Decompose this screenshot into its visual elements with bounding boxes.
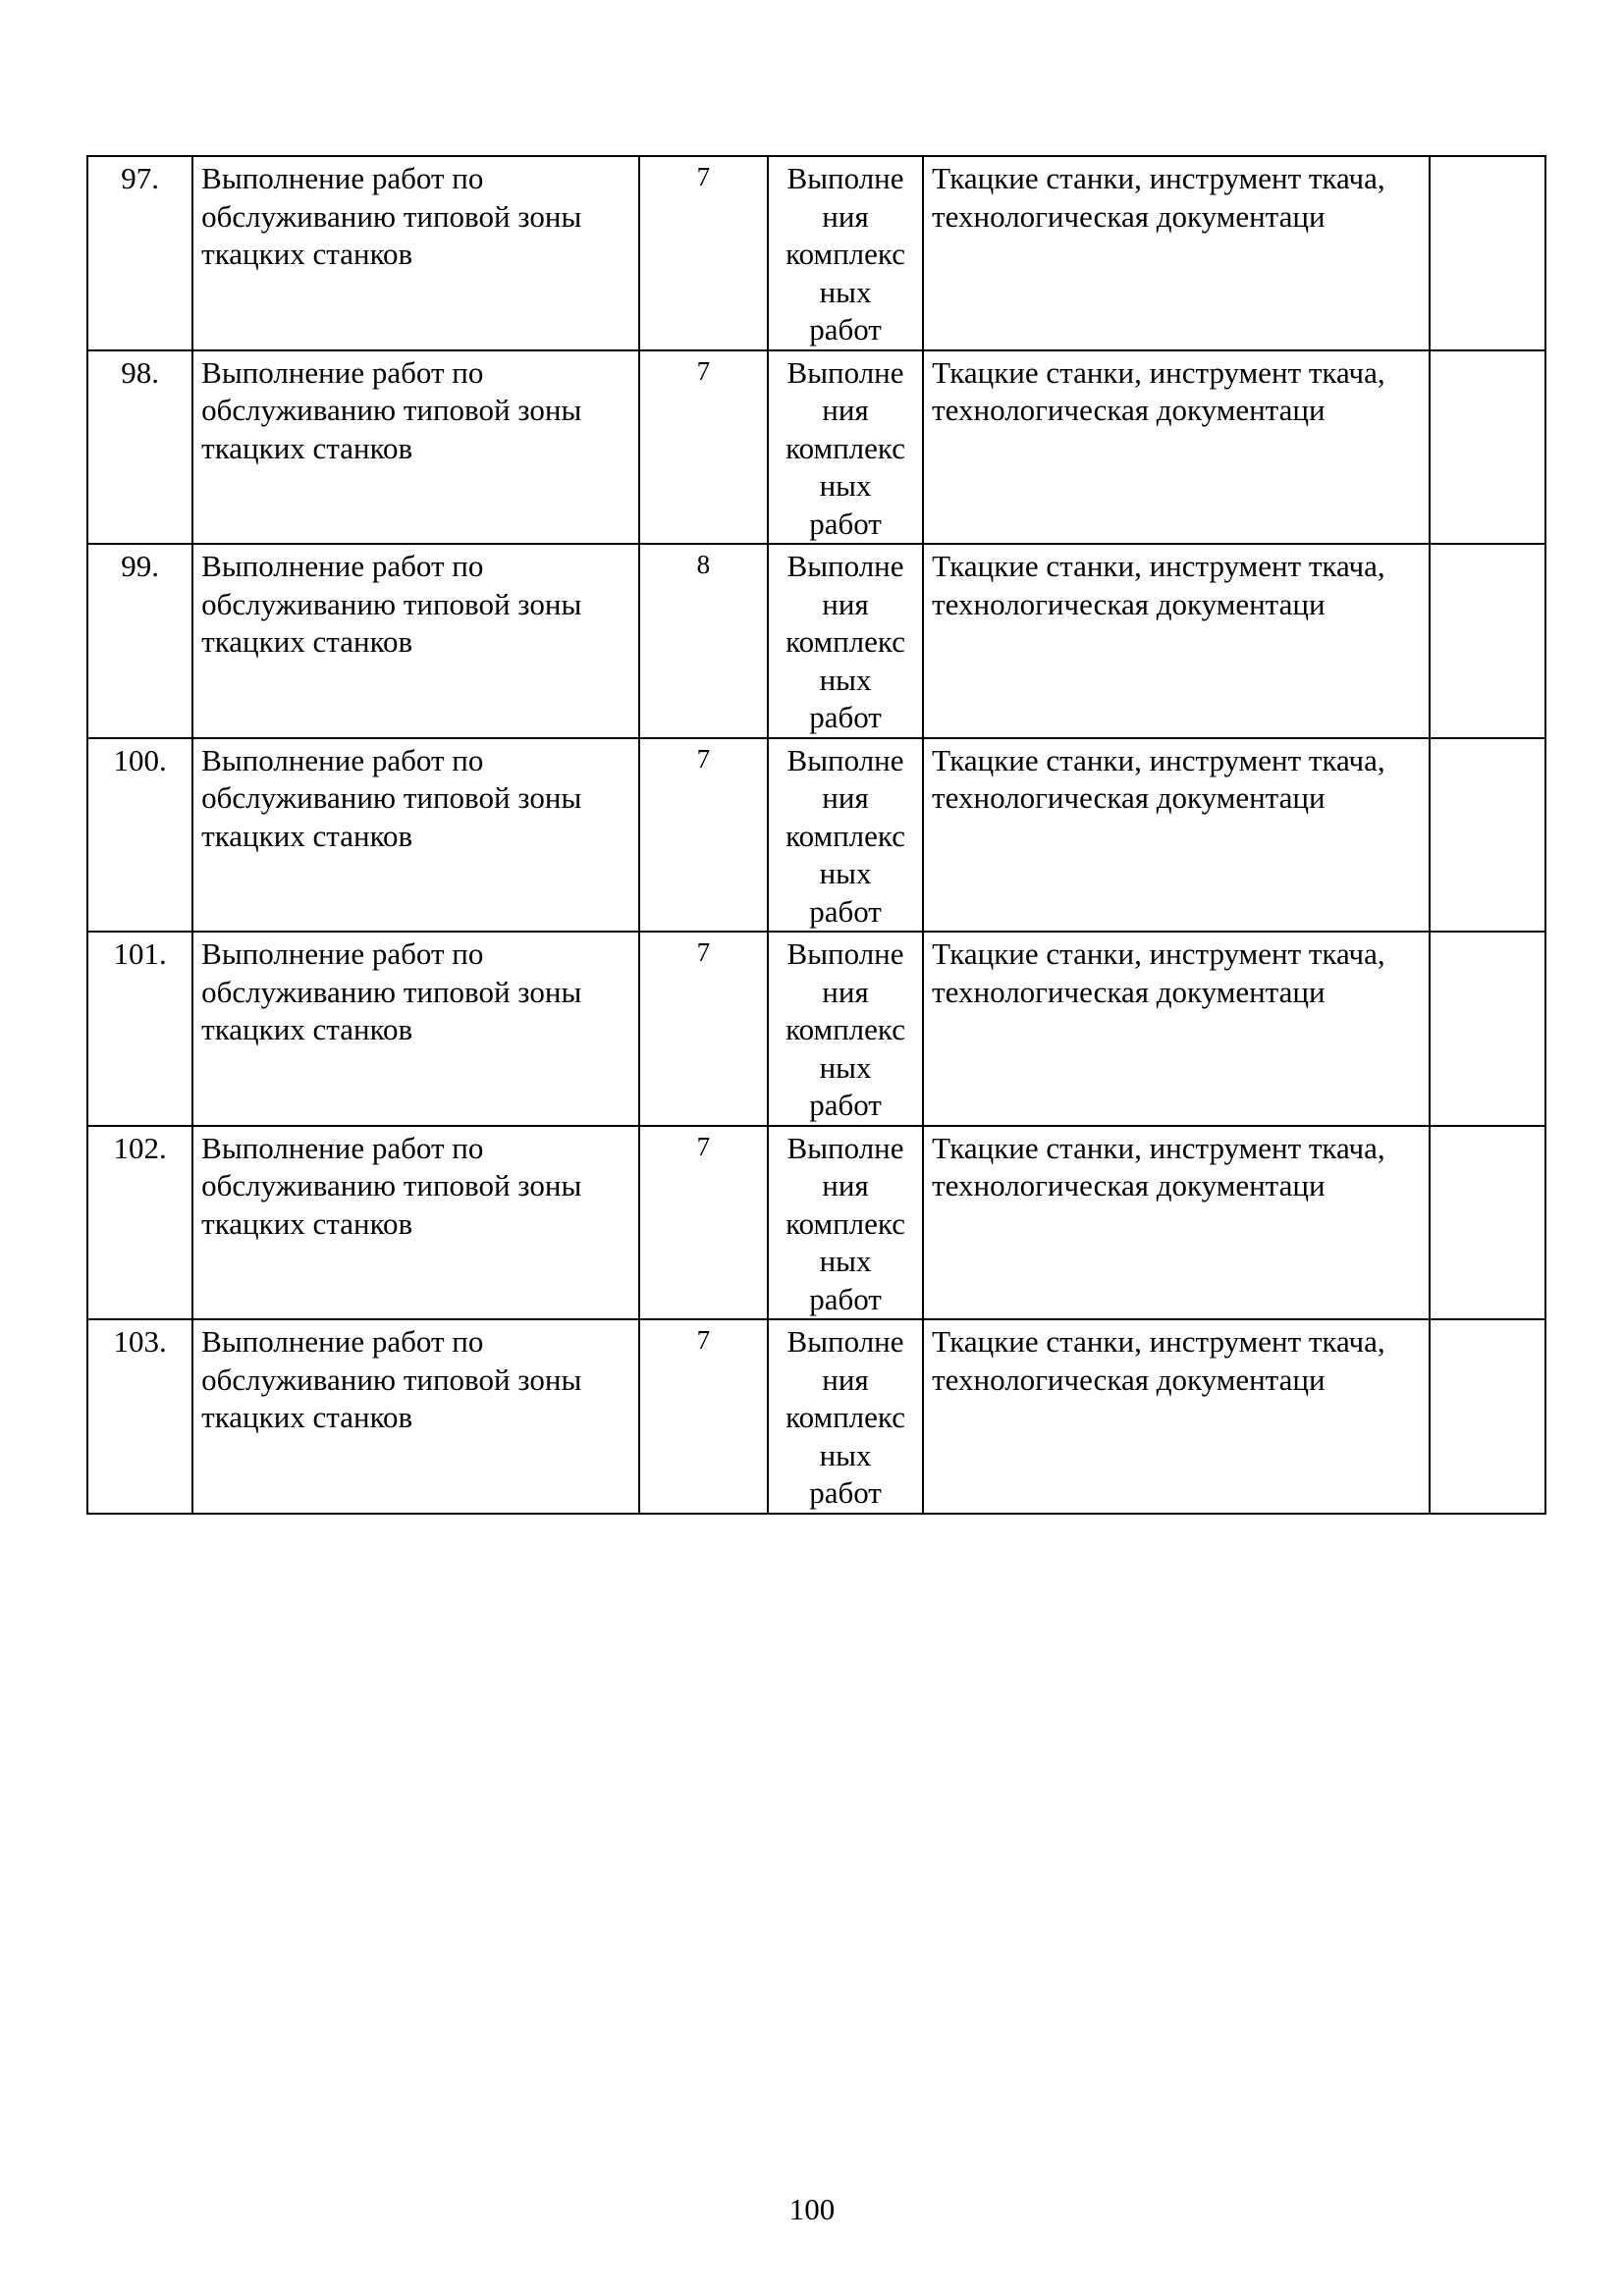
work-type-cell	[768, 156, 923, 350]
work-type-line: работ	[809, 893, 882, 929]
equipment-line: технологическая документаци	[932, 586, 1326, 621]
work-type-line: комплекс	[785, 1400, 905, 1434]
row-number-cell: 102.	[87, 1126, 192, 1320]
work-type-line: работ	[809, 1475, 882, 1510]
work-type-cell	[768, 1319, 923, 1514]
work-description-line: Выполнение работ по	[201, 1324, 484, 1359]
work-description-line: ткацких станков	[201, 1012, 413, 1046]
work-type-line: ния	[822, 198, 869, 234]
table-body	[87, 156, 1545, 1514]
work-type-line: комплекс	[785, 1205, 905, 1241]
work-type-line: ных	[819, 274, 872, 309]
equipment-line: технологическая документаци	[932, 1362, 1326, 1397]
work-type-cell	[768, 738, 923, 933]
work-type-line: работ	[809, 700, 882, 734]
equipment-line: технологическая документаци	[932, 974, 1326, 1009]
work-description-cell	[192, 1126, 639, 1320]
hours-cell: 7	[639, 738, 768, 933]
work-type-cell	[768, 544, 923, 738]
work-description-line: обслуживанию типовой зоны	[201, 393, 582, 427]
equipment-line: Ткацкие станки, инструмент ткача,	[932, 742, 1385, 777]
schedule-table	[86, 155, 1546, 1515]
equipment-cell	[923, 156, 1430, 350]
work-description-cell	[192, 932, 639, 1126]
table-row	[87, 350, 1545, 545]
work-type-cell	[768, 350, 923, 545]
work-description-line: ткацких станков	[201, 1205, 413, 1241]
work-type-line: комплекс	[785, 1012, 905, 1046]
work-description-line: Выполнение работ по	[201, 936, 484, 971]
equipment-cell	[923, 738, 1430, 933]
equipment-line: технологическая документаци	[932, 780, 1326, 815]
table-row	[87, 738, 1545, 933]
work-type-line: Выполне	[786, 936, 904, 971]
work-description-line: ткацких станков	[201, 818, 413, 853]
work-type-line: Выполне	[786, 549, 904, 583]
work-type-line: Выполне	[786, 742, 904, 777]
equipment-line: технологическая документаци	[932, 198, 1326, 234]
work-description-line: Выполнение работ по	[201, 742, 484, 777]
work-type-line: работ	[809, 1088, 882, 1122]
work-type-line: Выполне	[786, 1324, 904, 1359]
work-description-line: Выполнение работ по	[201, 161, 484, 195]
work-description-line: обслуживанию типовой зоны	[201, 1362, 582, 1397]
work-description-line: обслуживанию типовой зоны	[201, 586, 582, 621]
work-type-line: работ	[809, 506, 882, 541]
work-description-line: обслуживанию типовой зоны	[201, 1168, 582, 1202]
note-cell	[1430, 156, 1545, 350]
work-description-line: обслуживанию типовой зоны	[201, 198, 582, 234]
work-description-cell	[192, 738, 639, 933]
work-description-line: обслуживанию типовой зоны	[201, 974, 582, 1009]
equipment-cell	[923, 350, 1430, 545]
work-description-line: ткацких станков	[201, 1400, 413, 1434]
equipment-cell	[923, 1126, 1430, 1320]
note-cell	[1430, 738, 1545, 933]
work-type-line: комплекс	[785, 430, 905, 465]
work-type-line: ных	[819, 468, 872, 503]
work-description-cell	[192, 350, 639, 545]
work-type-line: ния	[822, 393, 869, 427]
equipment-line: Ткацкие станки, инструмент ткача,	[932, 549, 1385, 583]
equipment-line: Ткацкие станки, инструмент ткача,	[932, 1324, 1385, 1359]
row-number-cell: 98.	[87, 350, 192, 545]
work-type-line: ных	[819, 1049, 872, 1085]
equipment-cell	[923, 544, 1430, 738]
work-type-line: ния	[822, 1362, 869, 1397]
work-type-line: ных	[819, 1437, 872, 1472]
equipment-cell	[923, 1319, 1430, 1514]
row-number-cell: 100.	[87, 738, 192, 933]
hours-cell: 7	[639, 350, 768, 545]
equipment-line: технологическая документаци	[932, 1168, 1326, 1202]
work-description-cell	[192, 1319, 639, 1514]
work-type-line: комплекс	[785, 237, 905, 271]
work-description-line: обслуживанию типовой зоны	[201, 780, 582, 815]
hours-cell: 7	[639, 932, 768, 1126]
hours-cell: 7	[639, 1319, 768, 1514]
table-row	[87, 156, 1545, 350]
work-description-cell	[192, 544, 639, 738]
hours-cell: 7	[639, 156, 768, 350]
work-type-line: ных	[819, 856, 872, 890]
equipment-line: технологическая документаци	[932, 393, 1326, 427]
page-number: 100	[788, 2192, 836, 2226]
work-description-line: Выполнение работ по	[201, 354, 484, 390]
row-number-cell: 99.	[87, 544, 192, 738]
work-description-line: ткацких станков	[201, 237, 413, 271]
note-cell	[1430, 350, 1545, 545]
work-type-line: ных	[819, 662, 872, 697]
row-number-cell: 101.	[87, 932, 192, 1126]
work-type-line: Выполне	[786, 1130, 904, 1165]
work-type-line: работ	[809, 312, 882, 347]
equipment-line: Ткацкие станки, инструмент ткача,	[932, 354, 1385, 390]
table-row	[87, 1319, 1545, 1514]
work-description-line: Выполнение работ по	[201, 1130, 484, 1165]
work-type-line: работ	[809, 1281, 882, 1316]
note-cell	[1430, 1126, 1545, 1320]
note-cell	[1430, 1319, 1545, 1514]
work-description-line: Выполнение работ по	[201, 549, 484, 583]
work-type-line: ния	[822, 586, 869, 621]
work-type-line: комплекс	[785, 818, 905, 853]
note-cell	[1430, 932, 1545, 1126]
work-type-line: комплекс	[785, 624, 905, 659]
work-type-cell	[768, 1126, 923, 1320]
note-cell	[1430, 544, 1545, 738]
work-description-line: ткацких станков	[201, 430, 413, 465]
work-type-line: ния	[822, 1168, 869, 1202]
work-type-line: Выполне	[786, 161, 904, 195]
work-type-cell	[768, 932, 923, 1126]
work-type-line: Выполне	[786, 354, 904, 390]
equipment-line: Ткацкие станки, инструмент ткача,	[932, 936, 1385, 971]
work-description-cell	[192, 156, 639, 350]
hours-cell: 7	[639, 1126, 768, 1320]
work-description-line: ткацких станков	[201, 624, 413, 659]
work-type-line: ных	[819, 1244, 872, 1278]
work-type-line: ния	[822, 780, 869, 815]
work-type-line: ния	[822, 974, 869, 1009]
table-row	[87, 1126, 1545, 1320]
row-number-cell: 97.	[87, 156, 192, 350]
equipment-line: Ткацкие станки, инструмент ткача,	[932, 1130, 1385, 1165]
table-row	[87, 544, 1545, 738]
table-row	[87, 932, 1545, 1126]
equipment-line: Ткацкие станки, инструмент ткача,	[932, 161, 1385, 195]
equipment-cell	[923, 932, 1430, 1126]
hours-cell: 8	[639, 544, 768, 738]
row-number-cell: 103.	[87, 1319, 192, 1514]
